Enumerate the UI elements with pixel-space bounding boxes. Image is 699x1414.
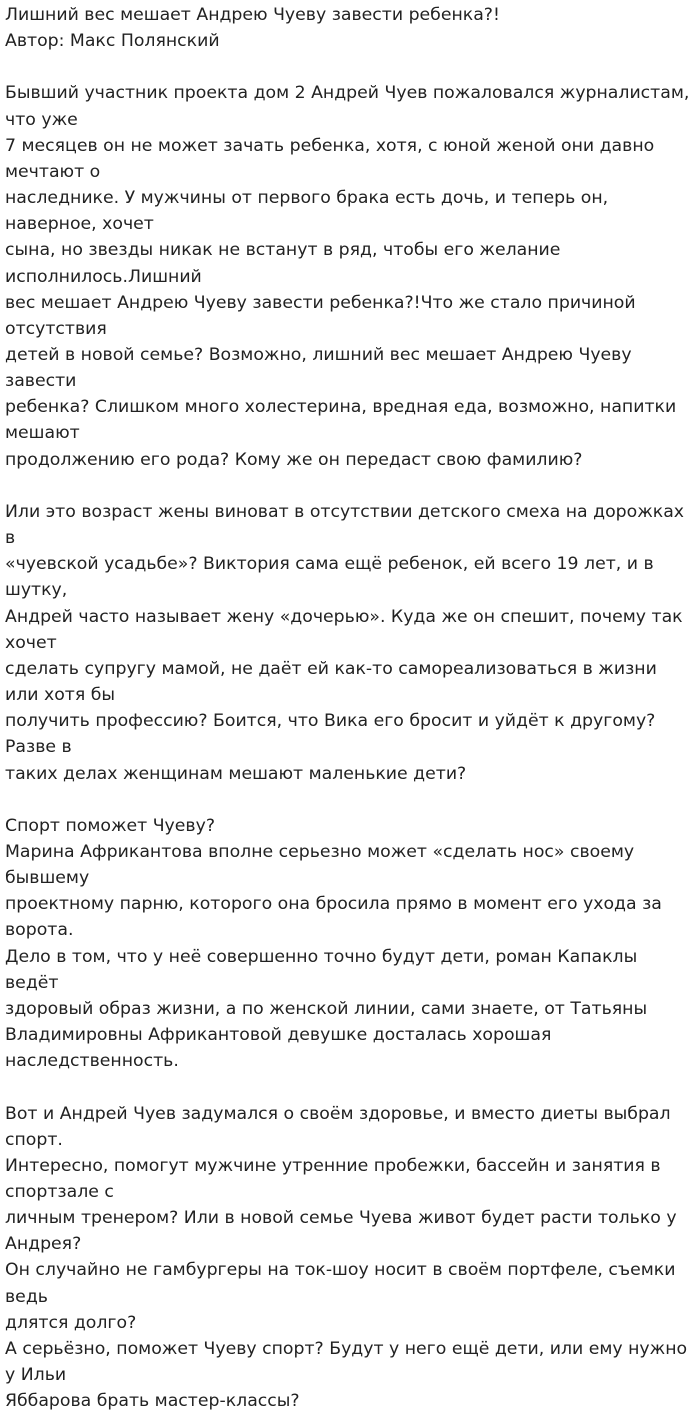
article-paragraph-1: Бывший участник проекта дом 2 Андрей Чуев пожаловался журналистам, что уже 7 месяцев он не может зачать ребенка, хотя, с юной женой они давно мечтают о наследнике. У мужчины от первого брака есть дочь, и теперь он, наверное, хочет сына, но звезды никак не встанут в ряд, чтобы его желание исполнилось.Лишний вес мешает Андрею Чуеву завести ребенка?!Что же стало причиной отсутствия детей в новой семье? Возможно, лишний вес мешает Андрею Чуеву завести ребенка? Слишком много холестерина, вредная еда, возможно, напитки мешают продолжению его рода? Кому же он передаст свою фамилию? [5,83,690,470]
article-paragraph-2: Или это возраст жены виноват в отсутствии детского смеха на дорожках в «чуевской усадьбе»? Виктория сама ещё ребенок, ей всего 19 лет, и в шутку, Андрей часто называет жену «дочерью». Куда же он спешит, почему так хочет сделать супругу мамой, не даёт ей как-то самореализоваться в жизни или хотя бы получить профессию? Боится, что Вика его бросит и уйдёт к другому? Разве в таких делах женщинам мешают маленькие дети? [5,501,685,784]
article [5,2,695,1414]
article-paragraph-3: Марина Африкантова вполне серьезно может «сделать нос» своему бывшему проектному парню, которого она бросила прямо в момент его ухода за ворота. Дело в том, что у неё совершенно точно будут дети, роман Капаклы ведёт здоровый образ жизни, а по женской линии, сами знаете, от Татьяны Владимировны Африкантовой девушке досталась хорошая наследственность. [5,841,662,1072]
article-paragraph-5: А серьёзно, поможет Чуеву спорт? Будут у него ещё дети, или ему нужно у Ильи Яббарова брать мастер-классы? [5,1338,688,1412]
article-title: Лишний вес мешает Андрею Чуеву завести ребенка?! [5,5,500,25]
article-author: Автор: Макс Полянский [5,31,220,52]
article-paragraph-4: Вот и Андрей Чуев задумался о своём здоровье, и вместо диеты выбрал спорт. Интересно, помогут мужчине утренние пробежки, бассейн и занятия в спортзале с личным тренером? Или в новой семье Чуева живот будет расти только у Андрея? Он случайно не гамбургеры на ток-шоу носит в своём портфеле, съемки ведь длятся долго? [5,1103,677,1333]
article-subheading: Спорт поможет Чуеву? [5,815,215,836]
